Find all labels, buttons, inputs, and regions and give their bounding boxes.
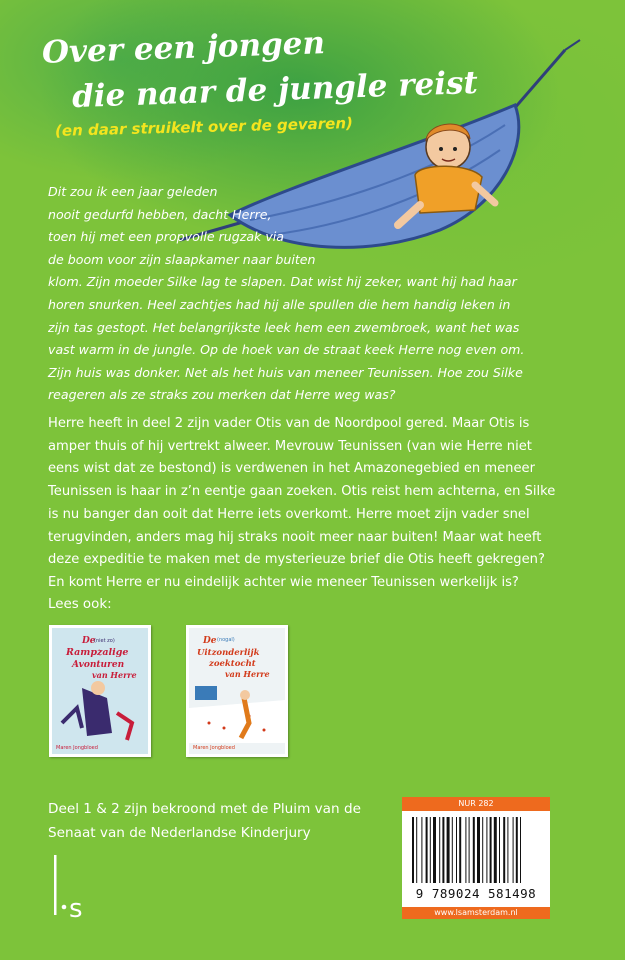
book2-title-4: van Herre: [225, 669, 270, 679]
book2-author: Maren Jongbloed: [193, 745, 235, 751]
book2-title-2: Uitzonderlijk: [197, 648, 260, 658]
description-line: En komt Herre er nu eindelijk achter wie meneer Teunissen werkelijk is?: [48, 574, 519, 590]
book-cover-art-1: [52, 628, 148, 754]
headline-line-1: Over een jongen: [41, 25, 326, 71]
isbn-number: 9 789024 581498: [415, 886, 537, 901]
book1-small: (niet zo): [94, 638, 115, 644]
description-line: is nu banger dan ooit dat Herre iets overkomt. Herre moet zijn vader snel: [48, 506, 530, 522]
nur-code: NUR 282: [402, 797, 550, 811]
award-line: Senaat van de Nederlandse Kinderjury: [48, 825, 311, 841]
book-cover-art-2: [189, 628, 285, 754]
excerpt-line: vast warm in de jungle. Op de hoek van de straat keek Herre nog even om.: [48, 342, 525, 358]
book1-author: Maren Jongbloed: [56, 745, 98, 751]
book-cover-deel-2: [186, 625, 288, 757]
barcode-panel: [402, 797, 550, 919]
description: [48, 413, 608, 595]
description-line: deze expeditie te maken met de mysterieuze brief die Otis heeft gekregen?: [48, 552, 545, 568]
excerpt-line: horen snurken. Heel zachtjes had hij alle spullen die hem handig leken in: [48, 296, 511, 312]
book1-title-4: van Herre: [92, 670, 137, 680]
description-line: Teunissen is haar in z’n eentje gaan zoeken. Otis reist hem achterna, en Silke: [48, 484, 556, 500]
headline-line-2: die naar de jungle reist: [71, 64, 479, 116]
excerpt-line: de boom voor zijn slaapkamer naar buiten: [48, 251, 316, 267]
excerpt-line: Zijn huis was donker. Net als het huis van meneer Teunissen. Hoe zou Silke: [48, 364, 523, 380]
excerpt: [48, 181, 608, 407]
excerpt-line: klom. Zijn moeder Silke lag te slapen. Dat wist hij zeker, want hij had haar: [48, 274, 517, 290]
excerpt-line: toen hij met een propvolle rugzak via: [48, 229, 285, 245]
barcode-icon: [406, 817, 546, 885]
excerpt-line: nooit gedurfd hebben, dacht Herre,: [48, 206, 272, 222]
see-also-label: Lees ook:: [48, 597, 112, 612]
publisher-website: www.lsamsterdam.nl: [402, 907, 550, 919]
book2-title-1: De: [203, 636, 217, 646]
book2-small: (nogal): [217, 637, 235, 643]
excerpt-line: reageren als ze straks zou merken dat Herre weg was?: [48, 387, 396, 403]
description-line: eens wist dat ze bestond) is verdwenen in het Amazonegebied en meneer: [48, 461, 535, 477]
description-line: amper thuis of hij vertrekt alweer. Mevrouw Teunissen (van wie Herre niet: [48, 438, 532, 454]
book-cover-deel-1: [49, 625, 151, 757]
publisher-logo: [52, 855, 102, 925]
description-line: terugvinden, anders mag hij straks nooit meer naar buiten! Maar wat heeft: [48, 529, 542, 545]
description-line: Herre heeft in deel 2 zijn vader Otis van de Noordpool gered. Maar Otis is: [48, 416, 530, 431]
book1-title-2: Rampzalige: [66, 647, 129, 658]
award-line: Deel 1 & 2 zijn bekroond met de Pluim van de: [48, 801, 361, 817]
book1-title-3: Avonturen: [72, 660, 125, 670]
book1-title-1: De: [82, 636, 96, 646]
book2-title-3: zoektocht: [209, 659, 256, 669]
svg-text:s: s: [69, 894, 83, 924]
subtitle: (en daar struikelt over de gevaren): [54, 114, 354, 140]
excerpt-line: zijn tas gestopt. Het belangrijkste leek hem een zwembroek, want het was: [48, 319, 520, 335]
excerpt-line: Dit zou ik een jaar geleden: [48, 184, 218, 199]
award-text: [48, 797, 361, 845]
